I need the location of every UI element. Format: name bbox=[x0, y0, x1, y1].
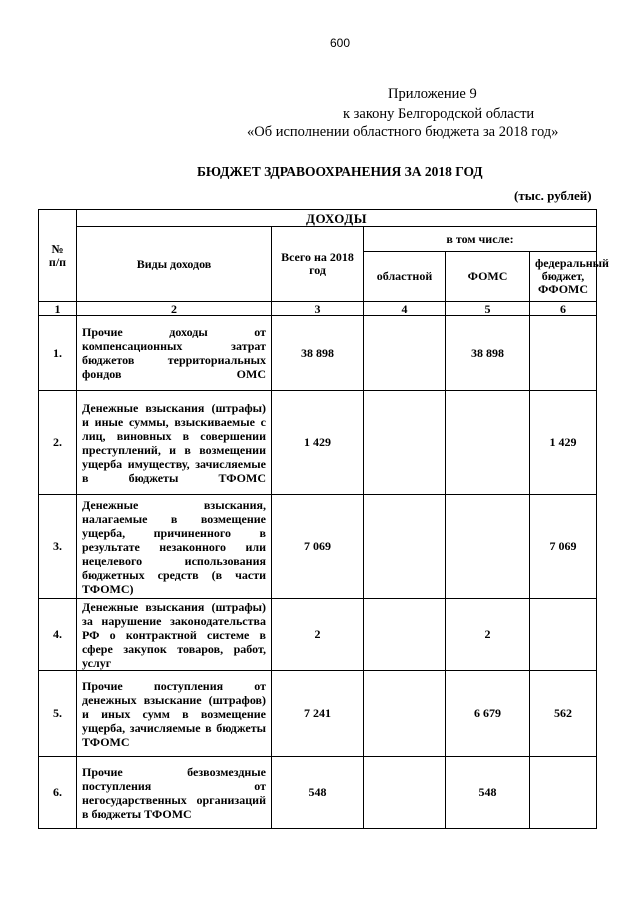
row-regional bbox=[364, 599, 446, 671]
annex-line-1: Приложение 9 bbox=[388, 86, 477, 102]
header-regional: областной bbox=[364, 252, 446, 302]
row-kind: Прочие безвозмездные поступления от негосударственных организаций в бюджеты ТФОМС bbox=[77, 757, 272, 829]
units-label: (тыс. рублей) bbox=[514, 188, 592, 203]
table-row bbox=[39, 316, 597, 391]
row-kind: Денежные взыскания, налагаемые в возмещение ущерба, причиненного в результате незаконного или нецелевого использования бюджетных средств (в части ТФОМС) bbox=[77, 495, 272, 599]
row-number: 2. bbox=[39, 391, 77, 495]
page-number: 600 bbox=[329, 36, 351, 50]
header-kind: Виды доходов bbox=[77, 227, 272, 302]
row-regional bbox=[364, 757, 446, 829]
header-dohody: ДОХОДЫ bbox=[77, 210, 597, 227]
row-federal: 562 bbox=[530, 671, 597, 757]
annex-line-2: к закону Белгородской области bbox=[343, 106, 535, 122]
column-number: 3 bbox=[272, 302, 364, 316]
row-kind: Прочие доходы от компенсационных затрат бюджетов территориальных фондов ОМС bbox=[77, 316, 272, 391]
row-foms: 38 898 bbox=[446, 316, 530, 391]
row-kind: Денежные взыскания (штрафы) за нарушение законодательства РФ о контрактной системе в сфере закупок товаров, работ, услуг bbox=[77, 599, 272, 671]
row-federal: 7 069 bbox=[530, 495, 597, 599]
column-number: 1 bbox=[39, 302, 77, 316]
row-federal bbox=[530, 316, 597, 391]
row-federal bbox=[530, 757, 597, 829]
row-total: 548 bbox=[272, 757, 364, 829]
header-federal: федеральный бюджет, ФФОМС bbox=[530, 252, 597, 302]
header-total: Всего на 2018 год bbox=[272, 227, 364, 302]
row-kind: Прочие поступления от денежных взыскание (штрафов) и иных сумм в возмещение ущерба, зачисляемые в бюджеты ТФОМС bbox=[77, 671, 272, 757]
row-number: 6. bbox=[39, 757, 77, 829]
header-foms: ФОМС bbox=[446, 252, 530, 302]
row-foms bbox=[446, 495, 530, 599]
column-number: 5 bbox=[446, 302, 530, 316]
row-foms: 6 679 bbox=[446, 671, 530, 757]
row-total: 7 241 bbox=[272, 671, 364, 757]
row-regional bbox=[364, 495, 446, 599]
header-num: № п/п bbox=[39, 210, 77, 302]
row-kind: Денежные взыскания (штрафы) и иные суммы, взыскиваемые с лиц, виновных в совершении преступлений, и в возмещении ущерба имуществу, зачисляемые в бюджеты ТФОМС bbox=[77, 391, 272, 495]
row-foms bbox=[446, 391, 530, 495]
row-number: 1. bbox=[39, 316, 77, 391]
row-federal: 1 429 bbox=[530, 391, 597, 495]
table-row bbox=[39, 495, 597, 599]
row-number: 4. bbox=[39, 599, 77, 671]
row-total: 38 898 bbox=[272, 316, 364, 391]
row-number: 5. bbox=[39, 671, 77, 757]
column-number: 6 bbox=[530, 302, 597, 316]
table-row bbox=[39, 757, 597, 829]
column-numbers-row bbox=[39, 302, 597, 316]
budget-table bbox=[38, 209, 609, 829]
row-total: 2 bbox=[272, 599, 364, 671]
table-row bbox=[39, 599, 597, 671]
row-regional bbox=[364, 671, 446, 757]
row-regional bbox=[364, 316, 446, 391]
document-title: БЮДЖЕТ ЗДРАВООХРАНЕНИЯ ЗА 2018 ГОД bbox=[197, 164, 483, 179]
table-row bbox=[39, 391, 597, 495]
column-number: 4 bbox=[364, 302, 446, 316]
row-total: 1 429 bbox=[272, 391, 364, 495]
row-total: 7 069 bbox=[272, 495, 364, 599]
row-regional bbox=[364, 391, 446, 495]
header-including: в том числе: bbox=[364, 227, 597, 252]
row-number: 3. bbox=[39, 495, 77, 599]
table-row bbox=[39, 671, 597, 757]
row-federal bbox=[530, 599, 597, 671]
row-foms: 2 bbox=[446, 599, 530, 671]
column-number: 2 bbox=[77, 302, 272, 316]
annex-line-3: «Об исполнении областного бюджета за 2018 год» bbox=[247, 124, 559, 140]
row-foms: 548 bbox=[446, 757, 530, 829]
